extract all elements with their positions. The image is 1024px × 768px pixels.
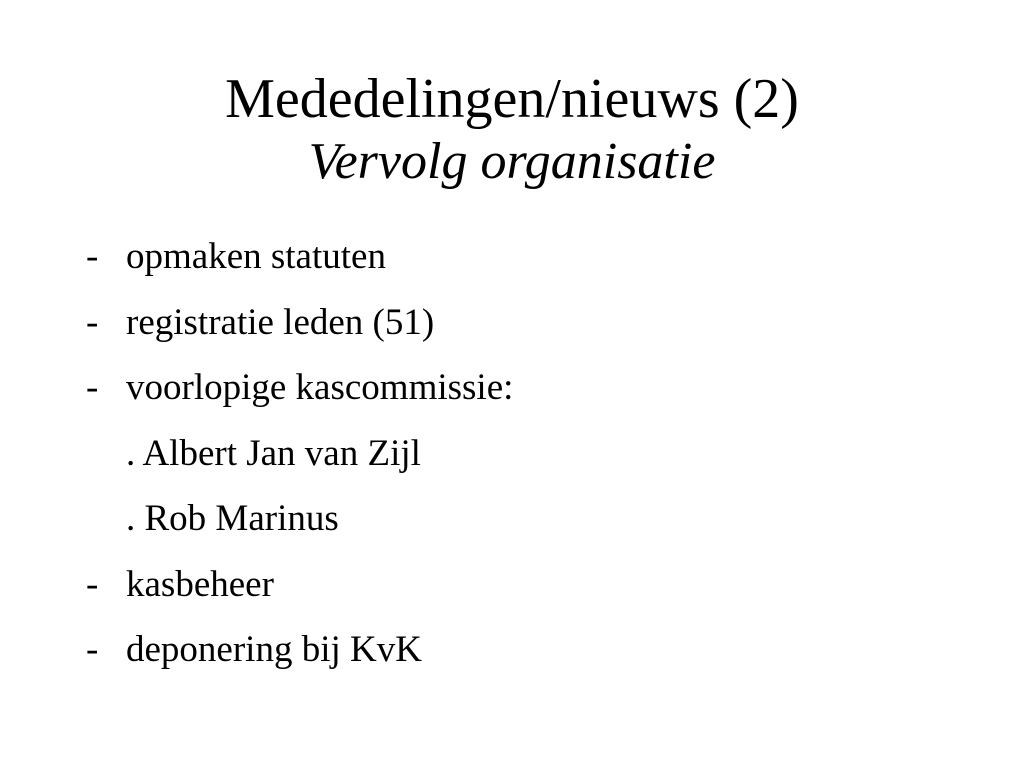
slide-subtitle: Vervolg organisatie bbox=[308, 133, 716, 190]
list-item-text: registratie leden (51) bbox=[126, 301, 435, 343]
bullet-dash: - bbox=[86, 236, 99, 277]
title-block bbox=[0, 66, 1024, 192]
list-item-text: kasbeheer bbox=[126, 563, 274, 605]
list-item bbox=[86, 625, 986, 691]
list-subitem-text: . Rob Marinus bbox=[126, 498, 339, 539]
list-subitem-text: . Albert Jan van Zijl bbox=[126, 432, 421, 474]
list-item bbox=[86, 560, 986, 626]
list-subitem bbox=[86, 494, 986, 560]
list-item-text: deponering bij KvK bbox=[126, 629, 422, 670]
bullet-dash: - bbox=[86, 301, 99, 343]
bullet-dash: - bbox=[86, 629, 99, 670]
bullet-dash: - bbox=[86, 367, 99, 408]
list-item bbox=[86, 232, 986, 298]
slide-title: Mededelingen/nieuws (2) bbox=[225, 68, 799, 130]
list-subitem bbox=[86, 429, 986, 495]
bullet-list bbox=[86, 232, 986, 691]
list-item-text: voorlopige kascommissie: bbox=[126, 367, 514, 408]
bullet-dash: - bbox=[86, 563, 99, 605]
list-item bbox=[86, 363, 986, 429]
list-item bbox=[86, 298, 986, 364]
list-item-text: opmaken statuten bbox=[126, 236, 386, 277]
